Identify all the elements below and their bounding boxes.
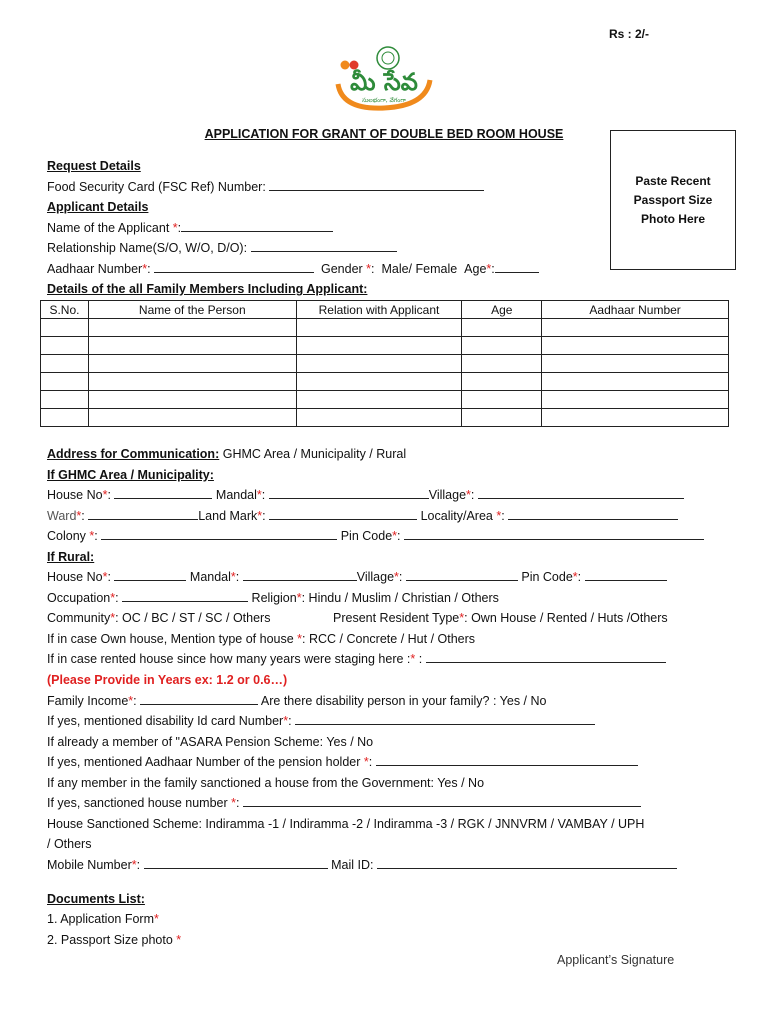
own-house-options[interactable]: RCC / Concrete / Hut / Others <box>309 632 476 646</box>
sanctioned-no-field[interactable] <box>243 795 641 807</box>
required-mark: * <box>131 858 137 872</box>
required-mark: * <box>154 912 159 926</box>
community-options[interactable]: OC / BC / ST / SC / Others <box>122 611 271 625</box>
required-mark: * <box>89 529 95 543</box>
ghmc-colony-row: Colony *: Pin Code*: <box>47 528 704 544</box>
pension-aadhaar-field[interactable] <box>376 754 638 766</box>
table-row[interactable] <box>41 391 729 409</box>
rural-heading: If Rural: <box>47 550 95 564</box>
required-mark: * <box>256 488 262 502</box>
aadhaar-field[interactable] <box>154 261 314 273</box>
required-mark: * <box>366 262 372 276</box>
applicant-name-field[interactable] <box>181 220 333 232</box>
mandal-label: Mandal <box>215 488 257 502</box>
table-row[interactable] <box>41 373 729 391</box>
fsc-label: Food Security Card (FSC Ref) Number: <box>47 180 266 194</box>
col-age: Age <box>462 301 542 319</box>
rented-label: If in case rented house since how many years were staging here : <box>47 652 411 666</box>
rural-house-row: House No*: Mandal*: Village*: Pin Code*: <box>47 569 667 585</box>
scheme-line2[interactable]: / Others <box>47 837 92 851</box>
document-item-1-label: 1. Application Form <box>47 912 154 926</box>
table-row[interactable] <box>41 319 729 337</box>
sanctioned-no-row: If yes, sanctioned house number *: <box>47 795 641 811</box>
aadhaar-label: Aadhaar Number <box>47 262 143 276</box>
required-mark: * <box>283 714 289 728</box>
documents-heading: Documents List: <box>47 892 145 906</box>
address-options[interactable]: GHMC Area / Municipality / Rural <box>222 447 407 461</box>
photo-box[interactable] <box>610 130 736 270</box>
land-mark-field[interactable] <box>269 508 417 520</box>
applicant-name-label: Name of the Applicant <box>47 221 170 235</box>
resident-options[interactable]: Own House / Rented / Huts /Others <box>471 611 668 625</box>
house-no-field[interactable] <box>114 487 212 499</box>
land-mark-label: Land Mark <box>198 509 258 523</box>
income-field[interactable] <box>140 693 258 705</box>
rural-mandal-field[interactable] <box>243 569 357 581</box>
disability-question[interactable]: Are there disability person in your family? : Yes / No <box>260 694 547 708</box>
required-mark: * <box>572 570 578 584</box>
request-heading: Request Details <box>47 159 141 173</box>
resident-label: Present Resident Type <box>333 611 460 625</box>
document-item-2-label: 2. Passport Size photo <box>47 933 173 947</box>
required-mark: * <box>128 694 134 708</box>
ghmc-house-row: House No*: Mandal*: Village*: <box>47 487 684 503</box>
required-mark: * <box>176 933 182 947</box>
required-mark: * <box>172 221 178 235</box>
mail-label: Mail ID: <box>331 858 374 872</box>
meeseva-logo <box>332 44 436 114</box>
colony-label: Colony <box>47 529 86 543</box>
table-row[interactable] <box>41 337 729 355</box>
required-mark: * <box>496 509 502 523</box>
address-row <box>47 446 406 462</box>
applicant-heading: Applicant Details <box>47 200 149 214</box>
required-mark: * <box>486 262 492 276</box>
age-field[interactable] <box>495 261 539 273</box>
document-item-1 <box>47 911 159 927</box>
resident-row: Present Resident Type*: Own House / Rented / Huts /Others <box>333 611 668 625</box>
ward-label: Ward <box>47 509 77 523</box>
document-item-2 <box>47 932 181 948</box>
mandal-field[interactable] <box>269 487 429 499</box>
rural-house-no-field[interactable] <box>114 569 186 581</box>
pin-code-field[interactable] <box>404 528 704 540</box>
house-no-label: House No <box>47 488 103 502</box>
gender-label: Gender <box>320 262 363 276</box>
colony-field[interactable] <box>101 528 337 540</box>
photo-line3: Photo Here <box>640 211 705 226</box>
pension-aadhaar-row: If yes, mentioned Aadhaar Number of the pension holder *: <box>47 754 638 770</box>
disability-id-field[interactable] <box>295 713 595 725</box>
required-mark: * <box>257 509 263 523</box>
ward-field[interactable] <box>88 508 198 520</box>
income-row: Family Income*: Are there disability person in your family? : Yes / No <box>47 694 547 708</box>
pension-aadhaar-label: If yes, mentioned Aadhaar Number of the pension holder <box>47 755 361 769</box>
required-mark: * <box>363 755 369 769</box>
relationship-label: Relationship Name(S/O, W/O, D/O): <box>47 241 248 255</box>
rural-house-no-label: House No <box>47 570 103 584</box>
rural-pin-code-field[interactable] <box>585 569 667 581</box>
rural-pin-code-label: Pin Code <box>521 570 573 584</box>
required-mark: * <box>459 611 465 625</box>
required-mark: * <box>110 591 116 605</box>
rented-row: If in case rented house since how many years were staging here :* : <box>47 651 666 667</box>
required-mark: * <box>110 611 116 625</box>
mobile-label: Mobile Number <box>47 858 132 872</box>
scheme-line1[interactable]: House Sanctioned Scheme: Indiramma -1 / Indiramma -2 / Indiramma -3 / RGK / JNNVRM / VAMBAY / UPH <box>47 817 645 831</box>
table-row[interactable] <box>41 355 729 373</box>
required-mark: * <box>392 529 398 543</box>
table-header-row <box>41 301 729 319</box>
col-name: Name of the Person <box>88 301 296 319</box>
signature-label: Applicant’s Signature <box>557 953 675 967</box>
mobile-field[interactable] <box>144 857 328 869</box>
photo-line1: Paste Recent <box>635 173 711 188</box>
fee-label: Rs : 2/- <box>609 27 650 41</box>
locality-field[interactable] <box>508 508 678 520</box>
col-aadhaar: Aadhaar Number <box>542 301 729 319</box>
ghmc-heading: If GHMC Area / Municipality: <box>47 468 214 482</box>
rural-village-label: Village <box>356 570 395 584</box>
rural-village-field[interactable] <box>406 569 518 581</box>
required-mark: * <box>394 570 399 584</box>
logo-telugu-name: మీ సేవ <box>350 68 418 96</box>
photo-line2: Passport Size <box>633 192 713 207</box>
meeseva-emblem-icon <box>332 44 436 114</box>
village-label: Village <box>428 488 467 502</box>
required-mark: * <box>102 488 108 502</box>
religion-label: Religion <box>251 591 297 605</box>
own-house-label: If in case Own house, Mention type of house <box>47 632 294 646</box>
col-sno: S.No. <box>41 301 89 319</box>
required-mark: * <box>297 632 303 646</box>
required-mark: * <box>102 570 108 584</box>
village-field[interactable] <box>478 487 684 499</box>
gender-options[interactable]: Male/ Female <box>381 262 458 276</box>
sanctioned-question[interactable]: If any member in the family sanctioned a house from the Government: Yes / No <box>47 776 485 790</box>
contact-row: Mobile Number*: Mail ID: <box>47 857 677 873</box>
required-mark: * <box>410 652 416 666</box>
occupation-field[interactable] <box>122 590 248 602</box>
locality-label: Locality/Area <box>420 509 493 523</box>
pin-code-label: Pin Code <box>340 529 393 543</box>
page-title: APPLICATION FOR GRANT OF DOUBLE BED ROOM HOUSE <box>204 127 564 141</box>
required-mark: * <box>231 796 237 810</box>
income-label: Family Income <box>47 694 129 708</box>
required-mark: * <box>142 262 148 276</box>
aadhaar-row: Aadhaar Number*: Gender *: Male/ Female Age*: <box>47 261 539 277</box>
sanctioned-no-label: If yes, sanctioned house number <box>47 796 228 810</box>
address-heading: Address for Communication: <box>47 447 220 461</box>
relationship-field[interactable] <box>251 240 397 252</box>
required-mark: * <box>230 570 236 584</box>
relationship-row <box>47 240 397 256</box>
occupation-label: Occupation <box>47 591 111 605</box>
age-label: Age <box>464 262 487 276</box>
disability-id-label: If yes, mentioned disability Id card Number <box>47 714 284 728</box>
community-row: Community*: OC / BC / ST / SC / Others <box>47 611 271 625</box>
family-heading: Details of the all Family Members Including Applicant: <box>47 282 368 296</box>
col-relation: Relation with Applicant <box>296 301 462 319</box>
required-mark: * <box>466 488 471 502</box>
occupation-row: Occupation*: Religion*: Hindu / Muslim / Christian / Others <box>47 591 499 605</box>
own-house-row: If in case Own house, Mention type of house *: RCC / Concrete / Hut / Others <box>47 632 476 646</box>
years-note: (Please Provide in Years ex: 1.2 or 0.6…) <box>47 673 288 687</box>
community-label: Community <box>47 611 111 625</box>
required-mark: * <box>76 509 82 523</box>
asara-question[interactable]: If already a member of "ASARA Pension Scheme: Yes / No <box>47 735 374 749</box>
disability-id-row: If yes, mentioned disability Id card Number*: <box>47 713 595 729</box>
rented-years-field[interactable] <box>426 651 666 663</box>
required-mark: * <box>296 591 302 605</box>
fsc-field[interactable] <box>269 179 484 191</box>
applicant-name-row: Name of the Applicant *: <box>47 220 333 236</box>
table-row[interactable] <box>41 409 729 427</box>
logo-telugu-sub: సులభంగా, వేగంగా <box>362 97 406 104</box>
religion-options[interactable]: Hindu / Muslim / Christian / Others <box>308 591 499 605</box>
mail-field[interactable] <box>377 857 677 869</box>
fsc-row <box>47 179 484 195</box>
rural-mandal-label: Mandal <box>189 570 231 584</box>
ghmc-ward-row: Ward*: Land Mark*: Locality/Area *: <box>47 508 678 524</box>
family-members-table <box>40 300 729 427</box>
